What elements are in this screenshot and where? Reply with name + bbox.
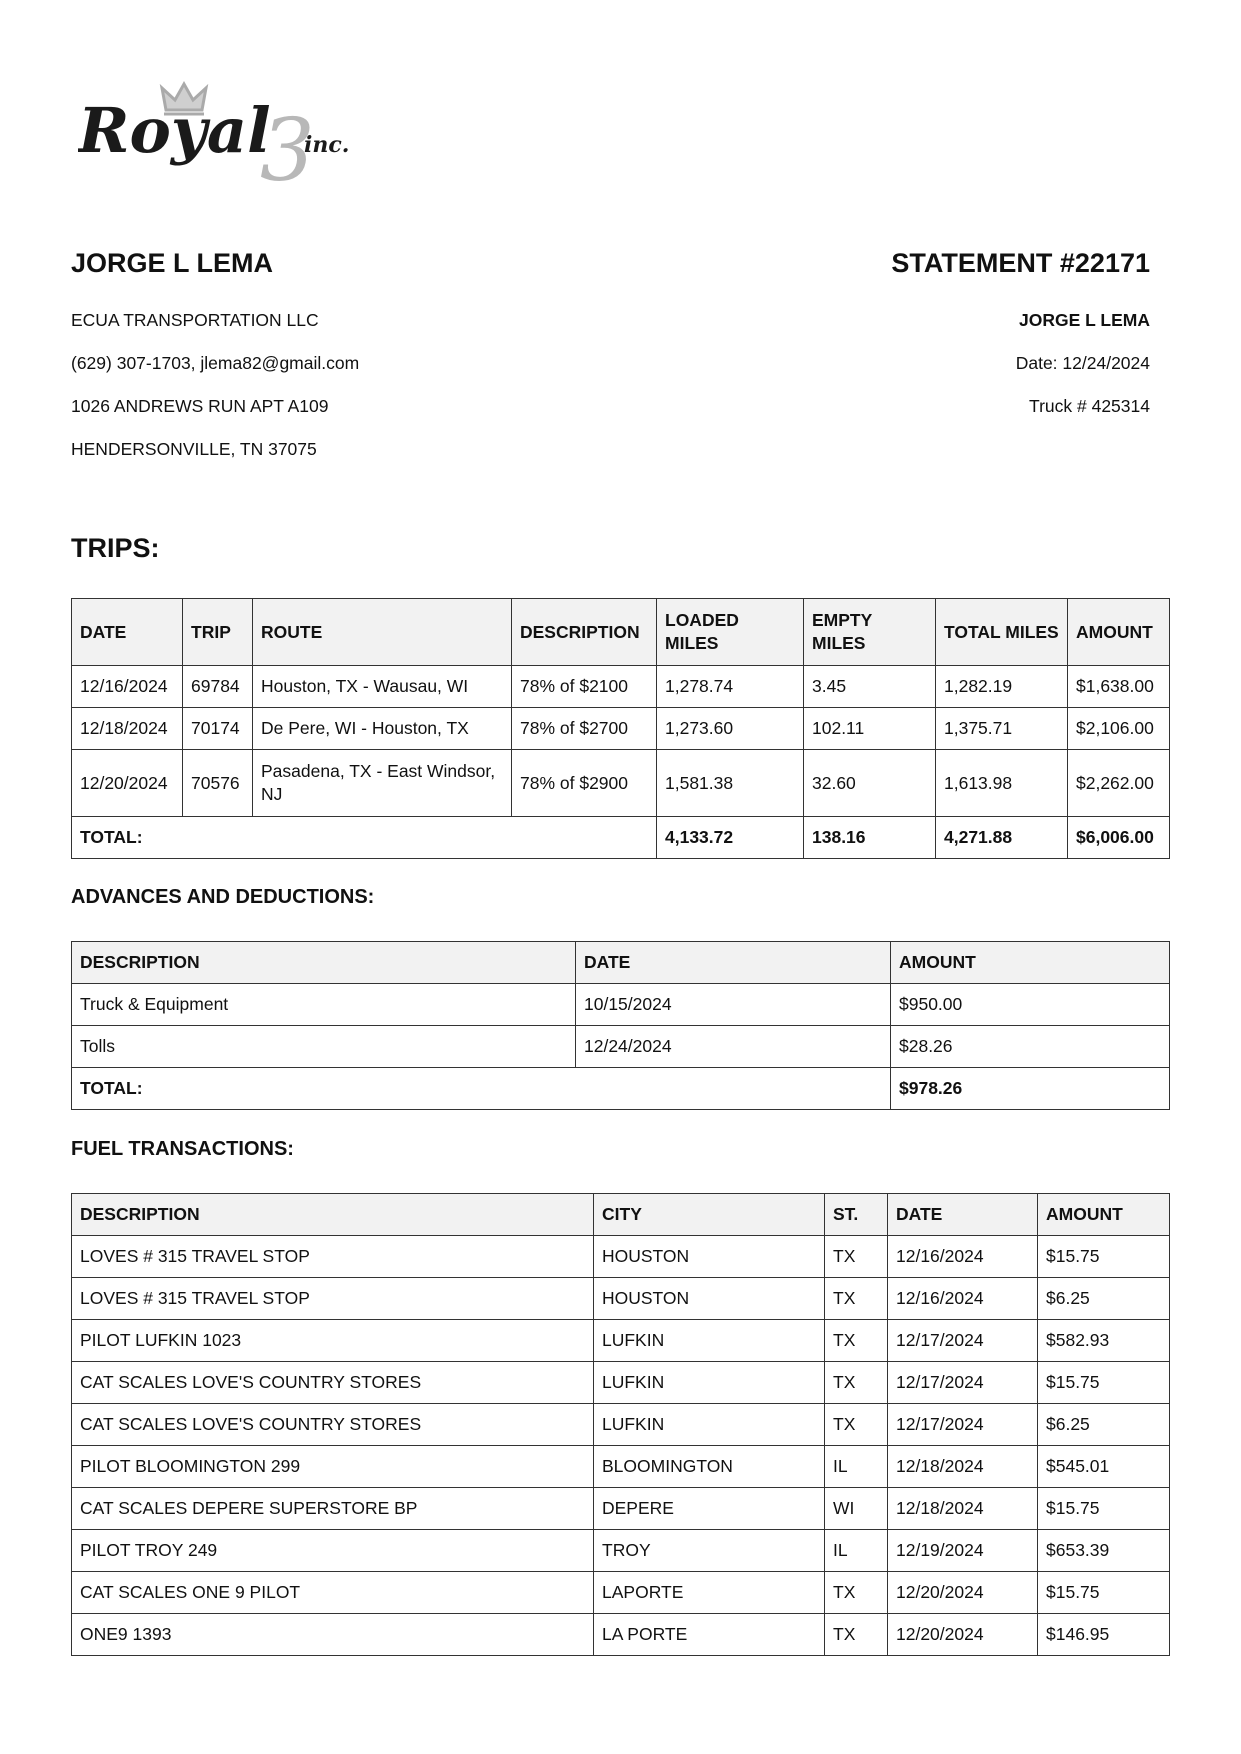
column-header: DESCRIPTION [512,599,657,666]
column-header: ROUTE [253,599,512,666]
carrier-contact: (629) 307-1703, jlema82@gmail.com [71,353,360,373]
table-cell: $2,262.00 [1068,750,1170,817]
table-row [72,750,1170,817]
table-cell: LUFKIN [594,1362,825,1404]
table-cell: $1,638.00 [1068,666,1170,708]
table-cell: CAT SCALES LOVE'S COUNTRY STORES [72,1404,594,1446]
total-amount: $6,006.00 [1068,817,1170,859]
trips-heading: TRIPS: [71,533,160,563]
total-loaded-miles: 4,133.72 [657,817,804,859]
table-cell: Tolls [72,1026,576,1068]
table-cell: $2,106.00 [1068,708,1170,750]
column-header: TOTAL MILES [936,599,1068,666]
table-cell: 12/16/2024 [888,1278,1038,1320]
table-cell: 1,282.19 [936,666,1068,708]
table-cell: Truck & Equipment [72,984,576,1026]
column-header: ST. [825,1194,888,1236]
table-header-row [72,1194,1170,1236]
table-cell: 1,613.98 [936,750,1068,817]
table-cell: CAT SCALES DEPERE SUPERSTORE BP [72,1488,594,1530]
table-cell: 102.11 [804,708,936,750]
table-cell: 12/16/2024 [888,1236,1038,1278]
table-row [72,1530,1170,1572]
logo-word: Royal [78,94,271,167]
table-cell: 70174 [183,708,253,750]
table-cell: TX [825,1278,888,1320]
table-cell: 12/17/2024 [888,1320,1038,1362]
column-header: DESCRIPTION [72,1194,594,1236]
total-empty-miles: 138.16 [804,817,936,859]
table-row [72,708,1170,750]
total-amount: $978.26 [891,1068,1170,1110]
table-cell: PILOT TROY 249 [72,1530,594,1572]
table-row [72,1278,1170,1320]
table-cell: LUFKIN [594,1320,825,1362]
table-cell: TROY [594,1530,825,1572]
table-row [72,1572,1170,1614]
statement-driver: JORGE L LEMA [1019,310,1150,330]
table-header-row [72,599,1170,666]
table-cell: TX [825,1362,888,1404]
table-cell: $15.75 [1038,1572,1170,1614]
table-cell: 69784 [183,666,253,708]
column-header: TRIP [183,599,253,666]
table-cell: $15.75 [1038,1488,1170,1530]
table-row [72,1488,1170,1530]
table-cell: $6.25 [1038,1404,1170,1446]
table-cell: $28.26 [891,1026,1170,1068]
column-header: AMOUNT [1038,1194,1170,1236]
table-cell: PILOT BLOOMINGTON 299 [72,1446,594,1488]
total-miles: 4,271.88 [936,817,1068,859]
table-cell: TX [825,1404,888,1446]
table-cell: LAPORTE [594,1572,825,1614]
table-row [72,1320,1170,1362]
table-cell: 12/18/2024 [72,708,183,750]
table-cell: $950.00 [891,984,1170,1026]
table-cell: LOVES # 315 TRAVEL STOP [72,1236,594,1278]
table-cell: 10/15/2024 [576,984,891,1026]
advances-heading: ADVANCES AND DEDUCTIONS: [71,886,375,908]
table-cell: TX [825,1572,888,1614]
table-cell: Houston, TX - Wausau, WI [253,666,512,708]
column-header: LOADED MILES [657,599,804,666]
table-cell: 1,273.60 [657,708,804,750]
table-row [72,666,1170,708]
table-cell: 1,581.38 [657,750,804,817]
table-cell: 1,278.74 [657,666,804,708]
table-cell: 78% of $2900 [512,750,657,817]
advances-table [71,941,1170,1110]
carrier-address-line1: 1026 ANDREWS RUN APT A109 [71,396,329,416]
table-row [72,984,1170,1026]
table-cell: 70576 [183,750,253,817]
fuel-heading: FUEL TRANSACTIONS: [71,1138,294,1160]
column-header: DATE [576,942,891,984]
table-row [72,1236,1170,1278]
table-cell: 12/24/2024 [576,1026,891,1068]
total-label: TOTAL: [72,1068,891,1110]
table-cell: LOVES # 315 TRAVEL STOP [72,1278,594,1320]
table-cell: 12/18/2024 [888,1488,1038,1530]
table-cell: 32.60 [804,750,936,817]
column-header: AMOUNT [1068,599,1170,666]
table-cell: $653.39 [1038,1530,1170,1572]
logo-suffix: inc. [304,132,350,158]
table-cell: $6.25 [1038,1278,1170,1320]
table-cell: 12/19/2024 [888,1530,1038,1572]
table-cell: 78% of $2100 [512,666,657,708]
logo-number: 3 [260,101,315,190]
total-row [72,817,1170,859]
table-cell: IL [825,1530,888,1572]
table-cell: 12/17/2024 [888,1362,1038,1404]
column-header: DATE [72,599,183,666]
table-cell: HOUSTON [594,1236,825,1278]
table-header-row [72,942,1170,984]
table-cell: CAT SCALES LOVE'S COUNTRY STORES [72,1362,594,1404]
table-cell: De Pere, WI - Houston, TX [253,708,512,750]
column-header: EMPTY MILES [804,599,936,666]
column-header: DATE [888,1194,1038,1236]
column-header: DESCRIPTION [72,942,576,984]
carrier-company: ECUA TRANSPORTATION LLC [71,310,319,330]
table-cell: $15.75 [1038,1362,1170,1404]
table-cell: $545.01 [1038,1446,1170,1488]
table-cell: 12/18/2024 [888,1446,1038,1488]
table-cell: LUFKIN [594,1404,825,1446]
column-header: AMOUNT [891,942,1170,984]
table-cell: HOUSTON [594,1278,825,1320]
table-cell: 3.45 [804,666,936,708]
table-cell: TX [825,1320,888,1362]
table-cell: 12/20/2024 [72,750,183,817]
table-cell: 12/20/2024 [888,1572,1038,1614]
table-cell: IL [825,1446,888,1488]
table-row [72,1614,1170,1656]
carrier-name: JORGE L LEMA [71,248,274,278]
table-cell: 12/17/2024 [888,1404,1038,1446]
table-cell: ONE9 1393 [72,1614,594,1656]
table-cell: BLOOMINGTON [594,1446,825,1488]
table-cell: PILOT LUFKIN 1023 [72,1320,594,1362]
column-header: CITY [594,1194,825,1236]
table-row [72,1404,1170,1446]
table-cell: Pasadena, TX - East Windsor, NJ [253,750,512,817]
table-cell: $15.75 [1038,1236,1170,1278]
table-cell: CAT SCALES ONE 9 PILOT [72,1572,594,1614]
statement-date: Date: 12/24/2024 [1015,353,1150,373]
table-row [72,1362,1170,1404]
fuel-table [71,1193,1170,1656]
total-row [72,1068,1170,1110]
table-cell: 1,375.71 [936,708,1068,750]
table-cell: 12/16/2024 [72,666,183,708]
table-cell: $146.95 [1038,1614,1170,1656]
carrier-address-line2: HENDERSONVILLE, TN 37075 [71,439,317,459]
table-cell: 12/20/2024 [888,1614,1038,1656]
table-row [72,1446,1170,1488]
table-cell: 78% of $2700 [512,708,657,750]
trips-table [71,598,1170,859]
table-cell: TX [825,1236,888,1278]
table-row [72,1026,1170,1068]
table-cell: $582.93 [1038,1320,1170,1362]
table-cell: DEPERE [594,1488,825,1530]
company-logo [78,80,378,190]
table-cell: WI [825,1488,888,1530]
table-cell: TX [825,1614,888,1656]
statement-truck: Truck # 425314 [1029,396,1150,416]
table-cell: LA PORTE [594,1614,825,1656]
total-label: TOTAL: [72,817,657,859]
statement-title: STATEMENT #22171 [891,248,1150,278]
